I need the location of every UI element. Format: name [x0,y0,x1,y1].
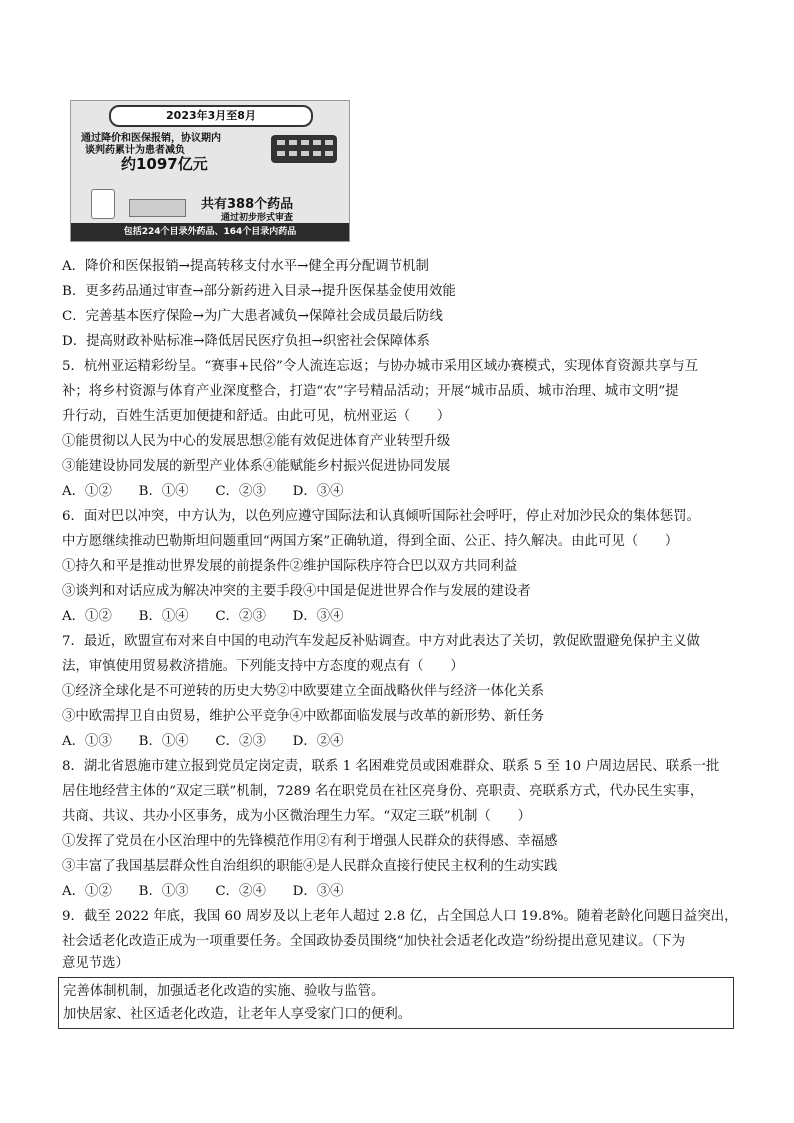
q7-statement: ①经济全球化是不可逆转的历史大势②中欧要建立全面战略伙伴与经济一体化关系 [62,684,545,699]
q8-options: A．①② B．①③ C．②④ D．③④ [62,884,344,899]
calculator-icon [271,135,337,163]
q7-options: A．①③ B．①④ C．②③ D．②④ [62,734,344,749]
infographic-text-line1: 通过降价和医保报销，协议期内 [81,133,221,144]
q6-stem-line: 6．面对巴以冲突，中方认为，以色列应遵守国际法和认真倾听国际社会呼吁，停止对加沙民众的集体惩罚。 [62,509,700,524]
q8-stem-line: 共商、共议、共办小区事务，成为小区微治理生力军。“双定三联”机制（ ） [62,809,531,824]
q4-option-d: D．提高财政补贴标准→降低居民医疗负担→织密社会保障体系 [62,334,430,349]
q4-option-c: C．完善基本医疗保险→为广大患者减负→保障社会成员最后防线 [62,309,443,324]
q9-opinion-box [58,977,734,1029]
q9-stem-line: 意见节选） [62,956,129,971]
q8-stem-line: 居住地经营主体的“双定三联”机制，7289 名在职党员在社区亮身份、亮职责、亮联系方式，代办民生实事， [62,784,704,799]
q5-stem-line: 升行动，百姓生活更加便捷和舒适。由此可见，杭州亚运（ ） [62,409,451,424]
q8-stem-line: 8．湖北省恩施市建立报到党员定岗定责，联系 1 名困难党员或困难群众、联系 5 至 10 户周边居民、联系一批 [62,759,720,774]
infographic-amount: 约1097亿元 [121,155,208,173]
q4-option-b: B．更多药品通过审查→部分新药进入目录→提升医保基金使用效能 [62,284,456,299]
q9-stem-line: 9．截至 2022 年底，我国 60 周岁及以上老年人超过 2.8 亿，占全国总人口 19.8%。随着老龄化问题日益突出， [62,909,738,924]
opinion-line: 完善体制机制，加强适老化改造的实施、验收与监管。 [63,984,385,999]
q8-statement: ①发挥了党员在小区治理中的先锋模范作用②有利于增强人民群众的获得感、幸福感 [62,834,558,849]
q6-statement: ③谈判和对话应成为解决冲突的主要手段④中国是促进世界合作与发展的建设者 [62,584,531,599]
q5-stem-line: 5．杭州亚运精彩纷呈。“赛事+民俗”令人流连忘返；与协办城市采用区域办赛模式，实现体育资源共享与互 [62,359,699,374]
q5-statement: ③能建设协同发展的新型产业体系④能赋能乡村振兴促进协同发展 [62,459,451,474]
q4-option-a: A．降价和医保报销→提高转移支付水平→健全再分配调节机制 [62,259,429,274]
q7-statement: ③中欧需捍卫自由贸易，维护公平竞争④中欧都面临发展与改革的新形势、新任务 [62,709,545,724]
q5-statement: ①能贯彻以人民为中心的发展思想②能有效促进体育产业转型升级 [62,434,451,449]
medicine-icon [91,189,186,219]
q6-statement: ①持久和平是推动世界发展的前提条件②维护国际秩序符合巴以双方共同利益 [62,559,518,574]
date-banner: 2023年3月至8月 [109,105,313,127]
q5-stem-line: 补；将乡村资源与体育产业深度整合，打造“农”字号精品活动；开展“城市品质、城市治理、城市文明”提 [62,384,679,399]
q6-options: A．①② B．①④ C．②③ D．③④ [62,609,344,624]
infographic-review: 通过初步形式审查 [221,213,294,223]
opinion-line: 加快居家、社区适老化改造，让老年人享受家门口的便利。 [63,1007,412,1022]
q9-stem-line: 社会适老化改造正成为一项重要任务。全国政协委员围绕“加快社会适老化改造”纷纷提出意见建议。（下为 [62,934,685,949]
infographic-drug-count: 共有388个药品 [201,197,294,212]
q7-stem-line: 法，审慎使用贸易救济措施。下列能支持中方态度的观点有（ ） [62,659,464,674]
medical-insurance-infographic [70,100,350,242]
q5-options: A．①② B．①④ C．②③ D．③④ [62,484,344,499]
infographic-bottom-banner: 包括224个目录外药品、164个目录内药品 [71,223,349,241]
q6-stem-line: 中方愿继续推动巴勒斯坦问题重回“两国方案”正确轨道，得到全面、公正、持久解决。由此可见（ ） [62,534,679,549]
q8-statement: ③丰富了我国基层群众性自治组织的职能④是人民群众直接行使民主权利的生动实践 [62,859,558,874]
q7-stem-line: 7．最近，欧盟宣布对来自中国的电动汽车发起反补贴调查。中方对此表达了关切，敦促欧盟避免保护主义做 [62,634,700,649]
infographic-text-line2: 谈判药累计为患者减负 [85,145,185,156]
